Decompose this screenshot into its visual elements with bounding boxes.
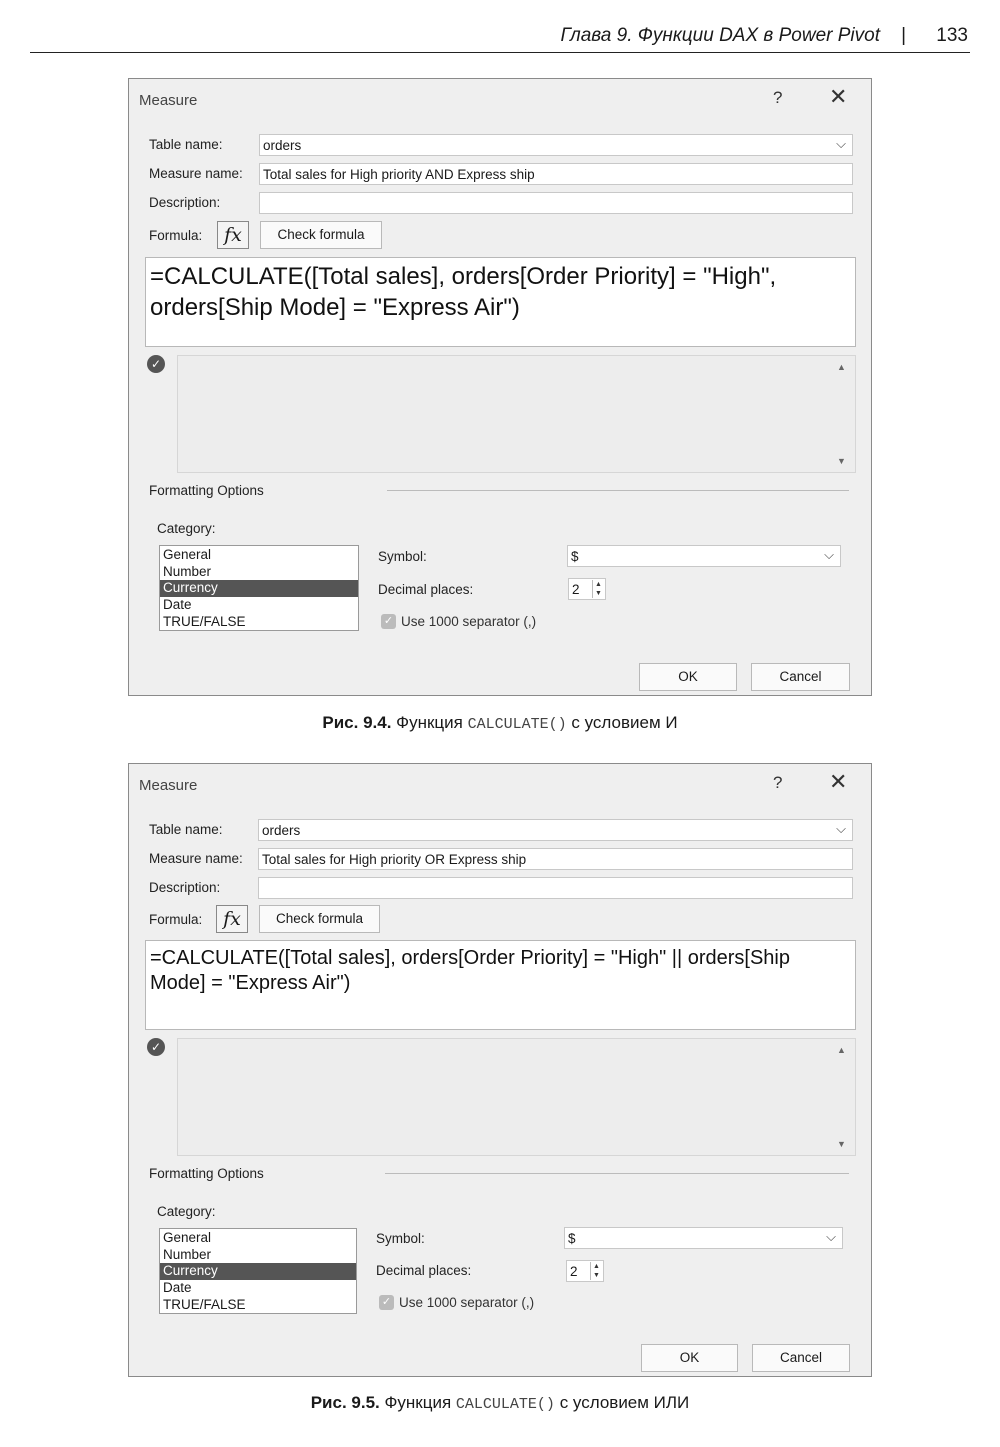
description-input[interactable] xyxy=(259,192,853,214)
symbol-value: $ xyxy=(568,1231,576,1246)
symbol-value: $ xyxy=(571,549,579,564)
page-header xyxy=(30,22,970,53)
measure-name-label: Measure name: xyxy=(149,166,243,181)
measure-name-label: Measure name: xyxy=(149,851,243,866)
category-item-date[interactable]: Date xyxy=(163,597,192,613)
formula-text: =CALCULATE([Total sales], orders[Order Priority] = "High", orders[Ship Mode] = "Express Air") xyxy=(150,263,777,321)
chevron-down-icon: ⌵ xyxy=(836,821,846,836)
table-name-select[interactable] xyxy=(258,819,853,841)
separator-label: Use 1000 separator (,) xyxy=(401,614,537,629)
chevron-down-icon: ⌵ xyxy=(824,547,834,562)
decimal-places-value: 2 xyxy=(572,582,580,597)
page-number: 133 xyxy=(936,25,968,46)
description-label: Description: xyxy=(149,880,221,895)
formula-editor[interactable] xyxy=(145,257,856,347)
check-circle-icon: ✓ xyxy=(147,355,165,373)
category-item-general[interactable]: General xyxy=(163,1230,212,1245)
decimal-places-stepper[interactable] xyxy=(568,578,606,600)
section-divider xyxy=(387,490,849,491)
check-circle-icon: ✓ xyxy=(147,1038,165,1056)
figure-caption-1 xyxy=(0,713,1000,733)
category-item-currency[interactable]: Currency xyxy=(160,1263,356,1280)
separator-label: Use 1000 separator (,) xyxy=(399,1295,535,1310)
header-separator: | xyxy=(901,25,906,46)
category-label: Category: xyxy=(157,521,216,536)
chevron-down-icon: ⌵ xyxy=(826,1229,836,1244)
category-item-general[interactable]: General xyxy=(163,547,212,562)
symbol-label: Symbol: xyxy=(376,1231,425,1246)
category-label: Category: xyxy=(157,1204,216,1219)
separator-checkbox[interactable]: ✓ xyxy=(381,614,396,629)
dialog-title: Measure xyxy=(139,777,198,794)
close-icon[interactable]: ✕ xyxy=(829,84,848,109)
check-formula-button[interactable]: Check formula xyxy=(260,221,382,249)
table-name-select[interactable] xyxy=(259,134,853,156)
cancel-button[interactable]: Cancel xyxy=(751,663,850,691)
caption-post: с условием И xyxy=(571,713,678,732)
category-list[interactable] xyxy=(159,1228,357,1314)
table-name-label: Table name: xyxy=(149,822,223,837)
separator-checkbox[interactable]: ✓ xyxy=(379,1295,394,1310)
description-label: Description: xyxy=(149,195,221,210)
ok-button[interactable]: OK xyxy=(639,663,737,691)
measure-dialog-and xyxy=(128,78,872,696)
caption-number: Рис. 9.5. xyxy=(310,1393,380,1412)
scroll-up-icon[interactable]: ▲ xyxy=(837,362,846,372)
chevron-down-icon: ⌵ xyxy=(836,136,846,151)
figure-caption-2 xyxy=(0,1393,1000,1413)
category-item-number[interactable]: Number xyxy=(163,563,212,579)
measure-dialog-or xyxy=(128,763,872,1377)
status-box xyxy=(177,1038,856,1156)
scroll-up-icon[interactable]: ▲ xyxy=(837,1045,846,1055)
check-formula-button[interactable]: Check formula xyxy=(259,905,380,933)
formula-label: Formula: xyxy=(149,228,203,243)
caption-code: CALCULATE() xyxy=(455,1396,555,1413)
category-item-number[interactable]: Number xyxy=(163,1246,212,1262)
close-icon[interactable]: ✕ xyxy=(829,769,848,794)
symbol-select[interactable] xyxy=(567,545,841,567)
table-name-value: orders xyxy=(262,823,301,838)
cancel-button[interactable]: Cancel xyxy=(752,1344,850,1372)
help-icon[interactable]: ? xyxy=(773,773,783,792)
table-name-value: orders xyxy=(263,138,302,153)
fx-icon[interactable]: fx xyxy=(217,221,249,249)
measure-name-input[interactable]: Total sales for High priority OR Express ship xyxy=(258,848,853,870)
section-divider xyxy=(385,1173,849,1174)
decimal-places-label: Decimal places: xyxy=(376,1263,472,1278)
category-item-currency[interactable]: Currency xyxy=(160,580,358,597)
fx-icon[interactable]: fx xyxy=(216,905,248,933)
symbol-select[interactable] xyxy=(564,1227,843,1249)
caption-code: CALCULATE() xyxy=(467,716,567,733)
dialog-title: Measure xyxy=(139,92,198,109)
decimal-places-value: 2 xyxy=(570,1264,578,1279)
formula-label: Formula: xyxy=(149,912,203,927)
category-item-true-false[interactable]: TRUE/FALSE xyxy=(163,1296,246,1312)
decimal-places-label: Decimal places: xyxy=(378,582,474,597)
scroll-down-icon[interactable]: ▼ xyxy=(837,1139,846,1149)
chapter-title: Глава 9. Функции DAX в Power Pivot xyxy=(560,25,880,46)
caption-number: Рис. 9.4. xyxy=(322,713,392,732)
help-icon[interactable]: ? xyxy=(773,88,783,107)
spinner-arrows-icon[interactable]: ▲ ▼ xyxy=(590,1262,602,1280)
spinner-arrows-icon[interactable]: ▲ ▼ xyxy=(592,580,604,598)
caption-pre: Функция xyxy=(384,1393,452,1412)
category-list[interactable] xyxy=(159,545,359,631)
formatting-options-label: Formatting Options xyxy=(149,1166,264,1181)
scroll-down-icon[interactable]: ▼ xyxy=(837,456,846,466)
symbol-label: Symbol: xyxy=(378,549,427,564)
formula-editor[interactable] xyxy=(145,940,856,1030)
category-item-true-false[interactable]: TRUE/FALSE xyxy=(163,613,246,629)
measure-name-input[interactable]: Total sales for High priority AND Express ship xyxy=(259,163,853,185)
table-name-label: Table name: xyxy=(149,137,223,152)
caption-pre: Функция xyxy=(396,713,463,732)
formatting-options-label: Formatting Options xyxy=(149,483,264,498)
formula-text: =CALCULATE([Total sales], orders[Order Priority] = "High" || orders[Ship Mode] = "Express Air") xyxy=(150,947,790,994)
decimal-places-stepper[interactable] xyxy=(566,1260,604,1282)
caption-post: с условием ИЛИ xyxy=(559,1393,690,1412)
ok-button[interactable]: OK xyxy=(641,1344,738,1372)
description-input[interactable] xyxy=(258,877,853,899)
category-item-date[interactable]: Date xyxy=(163,1280,192,1296)
status-box xyxy=(177,355,856,473)
